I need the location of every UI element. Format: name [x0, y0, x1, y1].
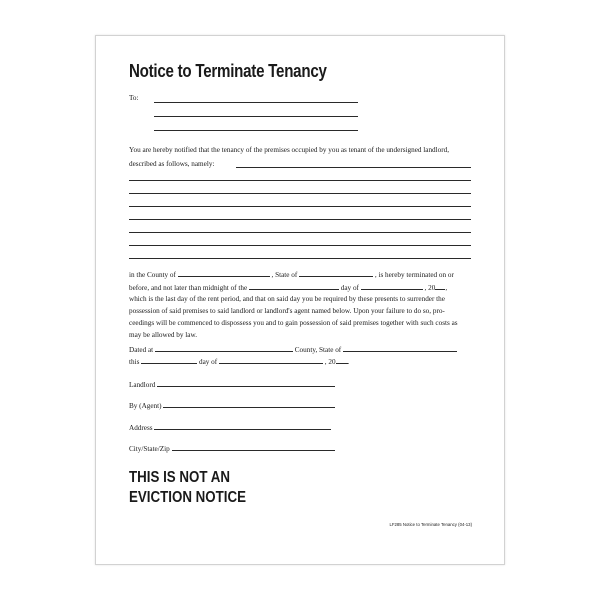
premises-description-line-4[interactable]	[129, 219, 471, 220]
to-line-2[interactable]	[154, 116, 358, 117]
address-label: Address	[129, 424, 153, 432]
this-year-prefix: , 20	[324, 358, 336, 366]
midnight-text: before, and not later than midnight of the	[129, 284, 248, 292]
agent-label: By (Agent)	[129, 402, 162, 410]
premises-description-line-0[interactable]	[236, 167, 471, 168]
dated-line	[129, 344, 457, 355]
midnight-line	[129, 282, 447, 293]
city-state-zip-label: City/State/Zip	[129, 445, 170, 453]
premises-description-line-5[interactable]	[129, 232, 471, 233]
body-line-3: ceedings will be commenced to dispossess you and to gain possession of said premises together with such costs as	[129, 319, 458, 327]
dated-state-field[interactable]	[343, 344, 457, 352]
city-state-zip-field[interactable]	[172, 443, 335, 451]
comma: ,	[445, 284, 448, 292]
form-sheet	[95, 35, 505, 565]
to-label: To:	[129, 94, 139, 102]
termination-year-field[interactable]	[435, 282, 448, 292]
premises-description-line-3[interactable]	[129, 206, 471, 207]
premises-description-line-7[interactable]	[129, 258, 471, 259]
county-line	[129, 269, 454, 280]
premises-description-line-6[interactable]	[129, 245, 471, 246]
year-prefix: , 20	[424, 284, 436, 292]
intro-line-1: You are hereby notified that the tenancy of the premises occupied by you as tenant of the undersigned landlord,	[129, 146, 450, 154]
to-line-1[interactable]	[154, 102, 358, 103]
agent-field[interactable]	[163, 400, 335, 408]
intro-line-2: described as follows, namely:	[129, 160, 215, 168]
this-day-of-label: day of	[198, 358, 218, 366]
body-line-2: possession of said premises to said landlord or landlord's agent named below. Upon your failure to do so, pro-	[129, 307, 445, 315]
eviction-warning	[129, 468, 246, 508]
period: .	[347, 358, 350, 366]
premises-description-line-1[interactable]	[129, 180, 471, 181]
county-label: in the County of	[129, 271, 176, 279]
warning-line-1: THIS IS NOT AN	[129, 469, 230, 486]
to-line-3[interactable]	[154, 130, 358, 131]
landlord-field[interactable]	[157, 379, 335, 387]
termination-month-field[interactable]	[361, 282, 423, 290]
this-line	[129, 356, 349, 367]
county-state-label: County, State of	[294, 346, 342, 354]
dated-at-label: Dated at	[129, 346, 154, 354]
terminated-text: , is hereby terminated on or	[374, 271, 454, 279]
warning-line-2: EVICTION NOTICE	[129, 489, 247, 506]
landlord-row	[129, 379, 335, 390]
landlord-label: Landlord	[129, 381, 156, 389]
city-state-zip-row	[129, 443, 335, 454]
premises-description-line-2[interactable]	[129, 193, 471, 194]
dated-day-field[interactable]	[141, 356, 197, 364]
body-line-4: may be allowed by law.	[129, 331, 197, 339]
dated-year-field[interactable]	[336, 356, 348, 364]
day-of-label: day of	[340, 284, 359, 292]
this-label: this	[129, 358, 140, 366]
agent-row	[129, 400, 335, 411]
termination-day-field[interactable]	[249, 282, 339, 290]
form-code: LF285 Notice to Terminate Tenancy (04-13)	[389, 522, 472, 527]
body-line-1: which is the last day of the rent period, and that on said day you be required by these presents to surrender the	[129, 295, 445, 303]
address-row	[129, 422, 331, 433]
dated-at-field[interactable]	[155, 344, 293, 352]
state-label: , State of	[271, 271, 298, 279]
form-title: Notice to Terminate Tenancy	[129, 61, 327, 81]
dated-month-field[interactable]	[219, 356, 323, 364]
state-field[interactable]	[299, 269, 373, 277]
county-field[interactable]	[178, 269, 270, 277]
address-field[interactable]	[154, 422, 331, 430]
